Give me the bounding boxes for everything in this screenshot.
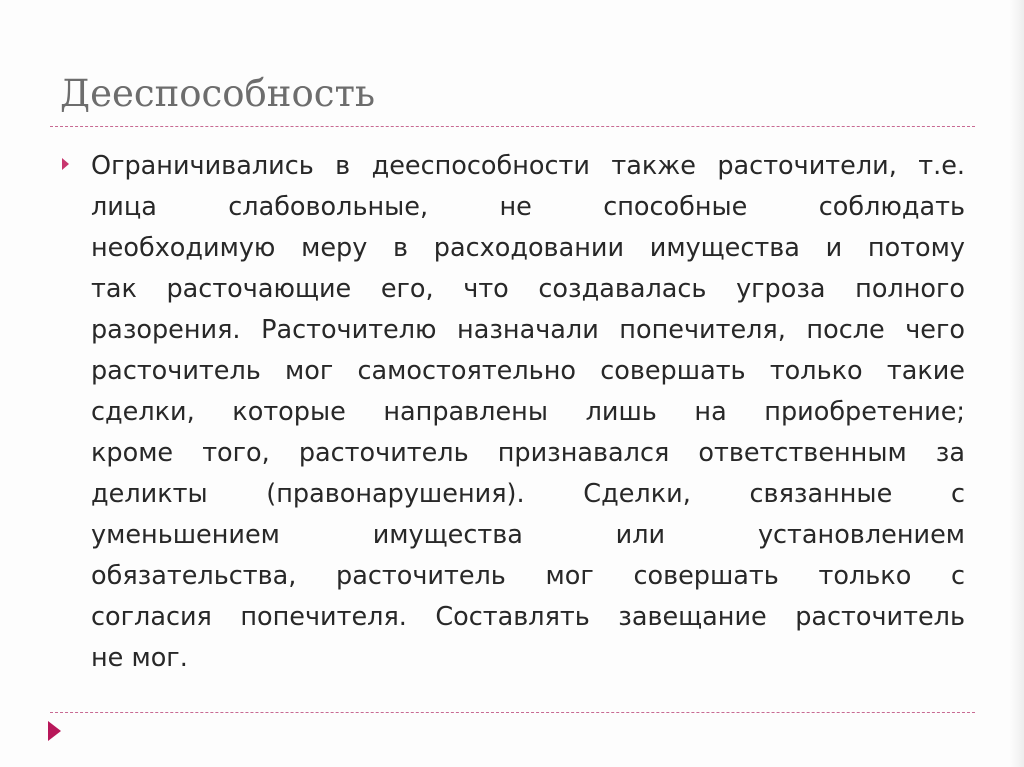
paragraph-line: не мог. [91, 643, 188, 673]
corner-arrow-icon [48, 721, 61, 741]
paragraph-line: согласия попечителя. Составлять завещание расточитель [91, 602, 965, 632]
slide-edge-shadow [1010, 0, 1024, 767]
paragraph-line: деликты (правонарушения). Сделки, связанные с [91, 479, 965, 509]
bullet-arrow-icon [62, 158, 69, 170]
paragraph-line: разорения. Расточителю назначали попечителя, после чего [91, 315, 965, 345]
footer-divider [50, 712, 975, 713]
paragraph-line: так расточающие его, что создавалась угроза полного [91, 274, 965, 304]
paragraph-line: лица слабовольные, не способные соблюдать [91, 192, 965, 222]
paragraph-line: кроме того, расточитель признавался ответственным за [91, 438, 965, 468]
title-divider [50, 126, 975, 127]
paragraph-line: необходимую меру в расходовании имущества и потому [91, 233, 965, 263]
paragraph-line: обязательства, расточитель мог совершать только с [91, 561, 965, 591]
bullet-paragraph [91, 146, 965, 679]
paragraph-line: Ограничивались в дееспособности также расточители, т.е. [91, 151, 965, 181]
paragraph-line: расточитель мог самостоятельно совершать только такие [91, 356, 965, 386]
slide-title: Дееспособность [60, 72, 376, 115]
paragraph-line: уменьшением имущества или установлением [91, 520, 965, 550]
paragraph-line: сделки, которые направлены лишь на приобретение; [91, 397, 965, 427]
